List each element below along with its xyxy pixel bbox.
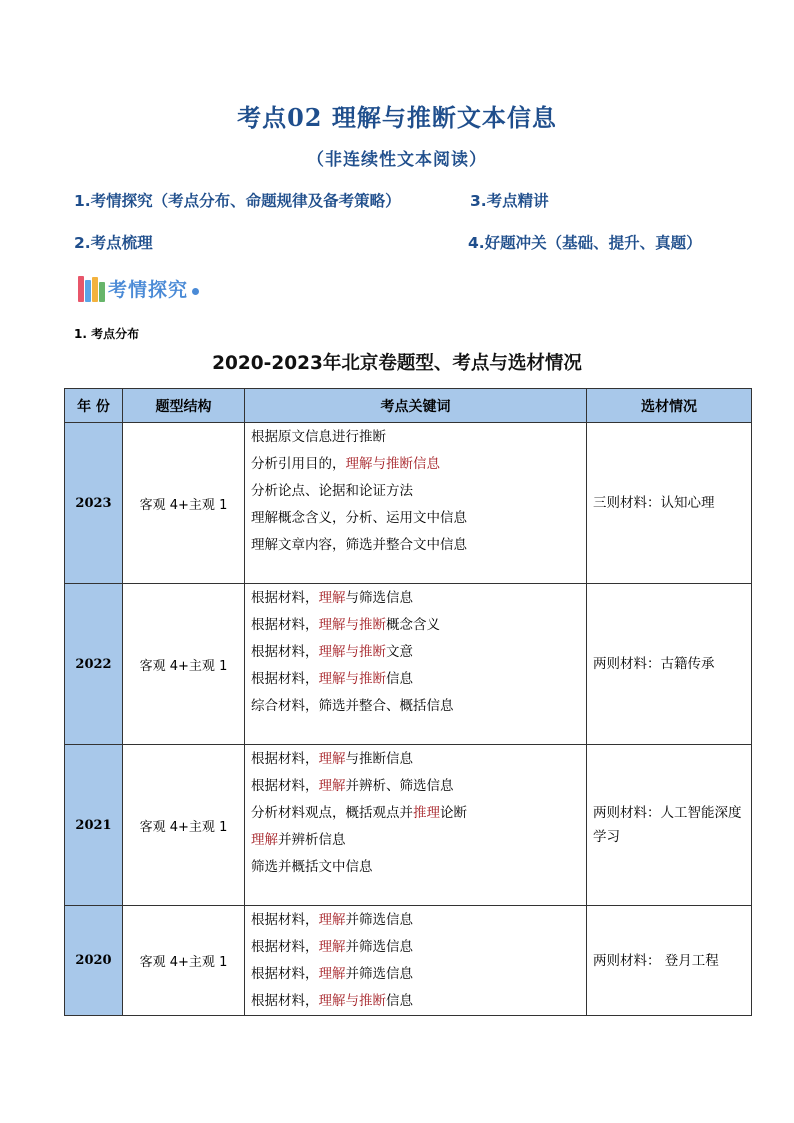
header-structure: 题型结构 bbox=[123, 389, 245, 423]
keyword-text: 分析引用目的， bbox=[251, 456, 346, 472]
header-material: 选材情况 bbox=[587, 389, 752, 423]
keyword-emphasis: 理解 bbox=[318, 912, 346, 928]
badge-label: 考情探究 bbox=[108, 278, 189, 301]
table-row bbox=[65, 423, 752, 584]
keyword-text: 信息 bbox=[386, 671, 413, 687]
row-structure: 客观 4+主观 1 bbox=[123, 906, 245, 1016]
keyword-text: 根据材料， bbox=[251, 912, 319, 928]
row-structure: 客观 4+主观 1 bbox=[123, 584, 245, 745]
keyword-line bbox=[251, 934, 580, 961]
keyword-line bbox=[251, 988, 580, 1015]
keyword-text: 根据原文信息进行推断 bbox=[251, 429, 386, 445]
keyword-text: 根据材料， bbox=[251, 751, 319, 767]
table-row bbox=[65, 745, 752, 906]
keyword-text: 概念含义 bbox=[386, 617, 440, 633]
keyword-text: 信息 bbox=[386, 993, 413, 1009]
row-material: 三则材料：认知心理 bbox=[587, 423, 752, 584]
row-structure: 客观 4+主观 1 bbox=[123, 423, 245, 584]
keyword-text: 与推断信息 bbox=[345, 751, 413, 767]
keyword-text: 并筛选信息 bbox=[345, 966, 413, 982]
row-year: 2023 bbox=[65, 423, 123, 584]
nav-item-1: 1.考情探究（考点分布、命题规律及备考策略） bbox=[74, 192, 401, 210]
exam-table bbox=[64, 388, 752, 1016]
header-keywords: 考点关键词 bbox=[245, 389, 587, 423]
keyword-line bbox=[251, 666, 580, 693]
nav-item-3: 3.考点精讲 bbox=[470, 192, 549, 210]
keyword-text: 筛选并概括文中信息 bbox=[251, 859, 373, 875]
keyword-line bbox=[251, 532, 580, 559]
row-keywords bbox=[245, 584, 587, 745]
row-year: 2022 bbox=[65, 584, 123, 745]
section-heading: 1. 考点分布 bbox=[74, 327, 140, 341]
keyword-emphasis: 理解与推断 bbox=[318, 993, 386, 1009]
keyword-text: 根据材料， bbox=[251, 778, 319, 794]
keyword-line bbox=[251, 827, 580, 854]
keyword-text: 根据材料， bbox=[251, 993, 319, 1009]
keyword-emphasis: 推理 bbox=[413, 805, 440, 821]
page-subtitle: （非连续性文本阅读） bbox=[307, 150, 487, 170]
keyword-line bbox=[251, 907, 580, 934]
row-keywords bbox=[245, 423, 587, 584]
keyword-line bbox=[251, 505, 580, 532]
keyword-text: 并辨析、筛选信息 bbox=[345, 778, 454, 794]
nav-item-2: 2.考点梳理 bbox=[74, 234, 153, 252]
keyword-text: 文意 bbox=[386, 644, 413, 660]
keyword-text: 根据材料， bbox=[251, 590, 319, 606]
table-title: 2020-2023年北京卷题型、考点与选材情况 bbox=[212, 353, 582, 374]
keyword-text: 分析材料观点，概括观点并 bbox=[251, 805, 413, 821]
page-title: 考点02 理解与推断文本信息 bbox=[237, 103, 557, 132]
row-keywords bbox=[245, 745, 587, 906]
keyword-text: 分析论点、论据和论证方法 bbox=[251, 483, 413, 499]
keyword-emphasis: 理解 bbox=[318, 939, 346, 955]
keyword-emphasis: 理解 bbox=[251, 832, 278, 848]
row-keywords bbox=[245, 906, 587, 1016]
keyword-line bbox=[251, 800, 580, 827]
keyword-text: 根据材料， bbox=[251, 966, 319, 982]
row-year: 2021 bbox=[65, 745, 123, 906]
row-material: 两则材料：人工智能深度学习 bbox=[587, 745, 752, 906]
keyword-emphasis: 理解与推断 bbox=[318, 644, 386, 660]
keyword-text: 并筛选信息 bbox=[345, 939, 413, 955]
keyword-emphasis: 理解 bbox=[318, 751, 346, 767]
keyword-text: 根据材料， bbox=[251, 644, 319, 660]
keyword-line bbox=[251, 612, 580, 639]
keyword-line bbox=[251, 693, 580, 720]
books-icon bbox=[78, 274, 106, 302]
keyword-text: 理解文章内容，筛选并整合文中信息 bbox=[251, 537, 467, 553]
keyword-line bbox=[251, 961, 580, 988]
keyword-line bbox=[251, 854, 580, 881]
keyword-line bbox=[251, 746, 580, 773]
keyword-line bbox=[251, 451, 580, 478]
keyword-text: 综合材料，筛选并整合、概括信息 bbox=[251, 698, 454, 714]
keyword-text: 论断 bbox=[440, 805, 467, 821]
keyword-emphasis: 理解与推断信息 bbox=[345, 456, 440, 472]
keyword-text: 理解概念含义，分析、运用文中信息 bbox=[251, 510, 467, 526]
row-structure: 客观 4+主观 1 bbox=[123, 745, 245, 906]
keyword-line bbox=[251, 585, 580, 612]
keyword-line bbox=[251, 424, 580, 451]
table-header-row bbox=[65, 389, 752, 423]
dot-icon bbox=[192, 288, 199, 295]
keyword-text: 与筛选信息 bbox=[345, 590, 413, 606]
keyword-emphasis: 理解与推断 bbox=[318, 671, 386, 687]
keyword-text: 并筛选信息 bbox=[345, 912, 413, 928]
row-year: 2020 bbox=[65, 906, 123, 1016]
keyword-emphasis: 理解与推断 bbox=[318, 617, 386, 633]
keyword-line bbox=[251, 773, 580, 800]
nav-item-4: 4.好题冲关（基础、提升、真题） bbox=[468, 234, 702, 252]
table-row bbox=[65, 584, 752, 745]
keyword-line bbox=[251, 639, 580, 666]
keyword-emphasis: 理解 bbox=[318, 778, 346, 794]
keyword-emphasis: 理解 bbox=[318, 590, 346, 606]
keyword-text: 根据材料， bbox=[251, 939, 319, 955]
keyword-text: 根据材料， bbox=[251, 617, 319, 633]
keyword-emphasis: 理解 bbox=[318, 966, 346, 982]
header-year: 年 份 bbox=[65, 389, 123, 423]
row-material: 两则材料：古籍传承 bbox=[587, 584, 752, 745]
table-row bbox=[65, 906, 752, 1016]
section-badge bbox=[78, 273, 199, 303]
row-material: 两则材料： 登月工程 bbox=[587, 906, 752, 1016]
keyword-line bbox=[251, 478, 580, 505]
keyword-text: 并辨析信息 bbox=[278, 832, 346, 848]
keyword-text: 根据材料， bbox=[251, 671, 319, 687]
